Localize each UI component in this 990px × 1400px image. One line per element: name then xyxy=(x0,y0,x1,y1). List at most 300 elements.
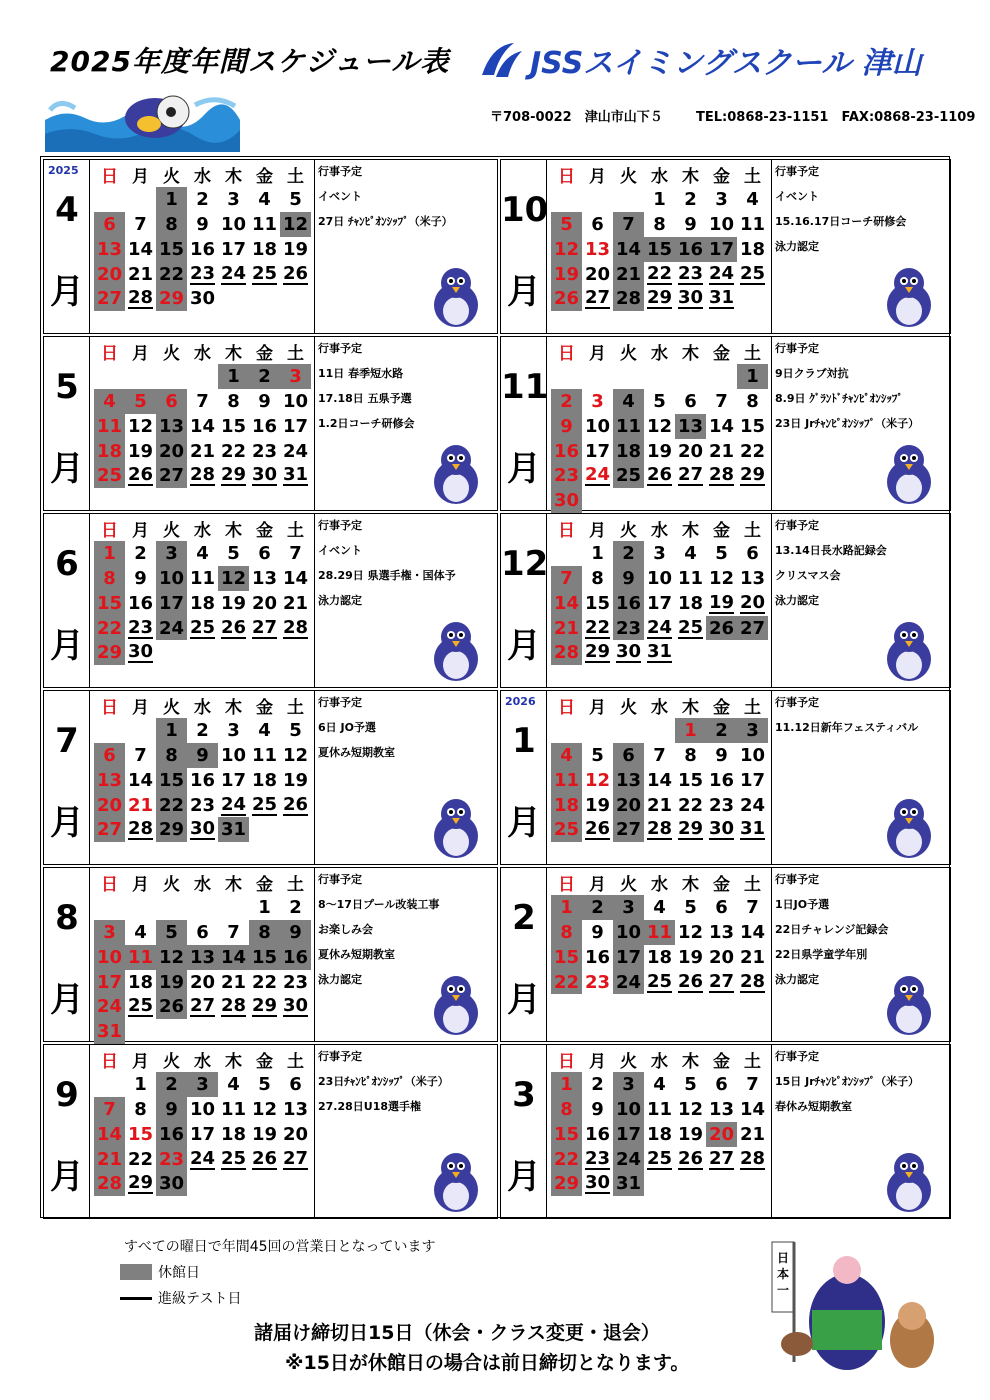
weekday-header: 日 xyxy=(101,1051,118,1072)
day-cell: 16 xyxy=(127,592,154,614)
month-block-9 xyxy=(43,1044,498,1219)
calendar xyxy=(90,514,315,687)
day-cell: 2 xyxy=(551,389,582,414)
day-cell: 26 xyxy=(282,793,309,815)
events-column xyxy=(315,337,497,510)
day-cell: 13 xyxy=(613,768,644,793)
day-cell: 6 xyxy=(746,542,759,564)
weekday-header: 金 xyxy=(256,343,273,364)
day-cell: 19 xyxy=(282,238,309,260)
events-column xyxy=(315,1045,497,1218)
day-cell: 29 xyxy=(251,995,278,1017)
events-header: 行事予定 xyxy=(775,342,819,355)
day-cell: 21 xyxy=(613,262,644,287)
day-cell: 29 xyxy=(127,1172,154,1194)
weekday-header: 月 xyxy=(132,166,149,187)
day-cell: 9 xyxy=(280,920,311,945)
day-cell: 27 xyxy=(94,817,125,842)
weekday-header: 月 xyxy=(132,1051,149,1072)
day-cell: 21 xyxy=(551,616,582,641)
weekday-header: 日 xyxy=(101,697,118,718)
month-kanji: 月 xyxy=(50,449,84,489)
day-cell: 2 xyxy=(582,895,613,920)
day-cell: 11 xyxy=(739,213,766,235)
event-item: 27日 ﾁｬﾝﾋﾟｵﾝｼｯﾌﾟ（米子） xyxy=(318,215,453,228)
weekday-header: 水 xyxy=(651,520,668,541)
day-cell: 17 xyxy=(613,945,644,970)
day-cell: 15 xyxy=(584,592,611,614)
day-cell: 29 xyxy=(94,640,125,665)
day-cell: 23 xyxy=(251,440,278,462)
day-cell: 30 xyxy=(189,818,216,840)
weekday-header: 土 xyxy=(744,343,761,364)
day-cell: 8 xyxy=(94,566,125,591)
day-cell: 26 xyxy=(677,970,704,992)
day-cell: 25 xyxy=(739,262,766,284)
day-cell: 30 xyxy=(708,818,735,840)
day-cell: 7 xyxy=(134,744,147,766)
event-item: 泳力認定 xyxy=(775,240,819,253)
school-logo xyxy=(478,38,922,82)
calendar xyxy=(90,160,315,333)
weekday-header: 日 xyxy=(101,166,118,187)
day-cell: 21 xyxy=(127,794,154,816)
day-cell: 22 xyxy=(127,1148,154,1170)
day-cell: 13 xyxy=(584,238,611,260)
day-cell: 22 xyxy=(220,440,247,462)
day-cell: 28 xyxy=(613,286,644,311)
event-item: 1日JO予選 xyxy=(775,898,830,911)
day-cell: 16 xyxy=(551,439,582,464)
day-cell: 27 xyxy=(94,286,125,311)
day-cell: 11 xyxy=(251,744,278,766)
day-cell: 28 xyxy=(127,818,154,840)
day-cell: 29 xyxy=(646,287,673,309)
day-cell: 10 xyxy=(613,1097,644,1122)
penguin-mascot-illustration xyxy=(421,1148,491,1214)
address: 〒708-0022 津山市山下５ xyxy=(490,110,663,125)
day-cell: 15 xyxy=(156,237,187,262)
day-cell: 31 xyxy=(613,1171,644,1196)
month-number: 8 xyxy=(55,898,79,938)
day-cell: 16 xyxy=(584,946,611,968)
event-item: 22日県学童学年別 xyxy=(775,948,868,961)
day-cell: 24 xyxy=(189,1147,216,1169)
event-item: 11.12日新年フェスティバル xyxy=(775,721,919,734)
calendar xyxy=(547,514,772,687)
weekday-header: 金 xyxy=(256,874,273,895)
day-cell: 17 xyxy=(156,591,187,616)
events-header: 行事予定 xyxy=(775,165,819,178)
event-item: 27.28日U18選手権 xyxy=(318,1100,422,1113)
weekday-header: 月 xyxy=(589,520,606,541)
day-cell: 23 xyxy=(189,794,216,816)
day-cell: 14 xyxy=(94,1122,125,1147)
weekday-header: 月 xyxy=(589,874,606,895)
penguin-mascot-illustration xyxy=(874,617,944,683)
day-cell: 18 xyxy=(739,238,766,260)
day-cell: 10 xyxy=(156,566,187,591)
day-cell: 5 xyxy=(289,188,302,210)
day-cell: 18 xyxy=(251,238,278,260)
month-label xyxy=(44,337,90,510)
day-cell: 26 xyxy=(551,286,582,311)
day-cell: 28 xyxy=(551,640,582,665)
empty-cell xyxy=(156,364,187,389)
events-column xyxy=(315,514,497,687)
weekday-header: 水 xyxy=(651,343,668,364)
day-cell: 13 xyxy=(156,414,187,439)
day-cell: 15 xyxy=(249,945,280,970)
month-block-1 xyxy=(500,690,951,865)
weekday-header: 水 xyxy=(194,697,211,718)
day-cell: 12 xyxy=(282,744,309,766)
day-cell: 24 xyxy=(613,1147,644,1172)
month-label xyxy=(501,1045,547,1218)
day-cell: 11 xyxy=(189,567,216,589)
day-cell: 13 xyxy=(708,921,735,943)
events-column xyxy=(772,868,950,1041)
day-cell: 27 xyxy=(613,817,644,842)
day-cell: 13 xyxy=(739,567,766,589)
day-cell: 7 xyxy=(746,1073,759,1095)
day-cell: 25 xyxy=(551,817,582,842)
day-cell: 26 xyxy=(251,1147,278,1169)
day-cell: 16 xyxy=(675,237,706,262)
day-cell: 14 xyxy=(739,921,766,943)
day-cell: 6 xyxy=(156,389,187,414)
day-cell: 27 xyxy=(251,616,278,638)
day-cell: 15 xyxy=(677,769,704,791)
day-cell: 25 xyxy=(127,995,154,1017)
day-cell: 5 xyxy=(227,542,240,564)
day-cell: 17 xyxy=(739,769,766,791)
day-cell: 29 xyxy=(220,464,247,486)
weekday-header: 土 xyxy=(744,166,761,187)
day-cell: 5 xyxy=(258,1073,271,1095)
empty-cell xyxy=(644,364,675,389)
day-cell: 16 xyxy=(189,769,216,791)
empty-cell xyxy=(218,895,249,920)
day-cell: 8 xyxy=(591,567,604,589)
day-cell: 11 xyxy=(551,768,582,793)
penguin-mascot-illustration xyxy=(421,617,491,683)
day-cell: 21 xyxy=(127,263,154,285)
event-item: 9日クラブ対抗 xyxy=(775,367,849,380)
day-cell: 6 xyxy=(258,542,271,564)
day-cell: 6 xyxy=(613,743,644,768)
calendar xyxy=(90,868,315,1041)
day-cell: 29 xyxy=(677,818,704,840)
weekday-header: 木 xyxy=(225,343,242,364)
weekday-header: 金 xyxy=(256,520,273,541)
deadline-note: ※15日が休館日の場合は前日締切となります。 xyxy=(285,1352,690,1374)
day-cell: 28 xyxy=(646,818,673,840)
svg-text:一: 一 xyxy=(776,1283,790,1297)
day-cell: 18 xyxy=(646,1123,673,1145)
weekday-header: 木 xyxy=(682,166,699,187)
month-label xyxy=(501,337,547,510)
day-cell: 2 xyxy=(196,719,209,741)
day-cell: 4 xyxy=(227,1073,240,1095)
day-cell: 16 xyxy=(189,238,216,260)
day-cell: 19 xyxy=(677,946,704,968)
day-cell: 3 xyxy=(280,364,311,389)
day-cell: 1 xyxy=(737,364,768,389)
day-cell: 2 xyxy=(684,188,697,210)
day-cell: 26 xyxy=(220,616,247,638)
events-header: 行事予定 xyxy=(318,873,362,886)
day-cell: 27 xyxy=(708,970,735,992)
empty-cell xyxy=(156,895,187,920)
legend-test-label: 進級テスト日 xyxy=(158,1291,242,1307)
weekday-header: 土 xyxy=(287,874,304,895)
event-item: お楽しみ会 xyxy=(318,923,373,936)
day-cell: 19 xyxy=(708,591,735,613)
weekday-header: 木 xyxy=(682,874,699,895)
day-cell: 27 xyxy=(282,1147,309,1169)
event-item: 泳力認定 xyxy=(318,594,362,607)
empty-cell xyxy=(582,187,613,212)
day-cell: 28 xyxy=(94,1171,125,1196)
day-cell: 9 xyxy=(258,390,271,412)
day-cell: 8 xyxy=(249,920,280,945)
school-name: JSSスイミングスクール 津山 xyxy=(530,46,922,81)
weekday-header: 木 xyxy=(682,697,699,718)
day-cell: 24 xyxy=(220,262,247,284)
month-block-7 xyxy=(43,690,498,865)
day-cell: 28 xyxy=(127,287,154,309)
day-cell: 13 xyxy=(708,1098,735,1120)
day-cell: 7 xyxy=(746,896,759,918)
weekday-header: 水 xyxy=(194,874,211,895)
day-cell: 27 xyxy=(737,616,768,641)
day-cell: 26 xyxy=(282,262,309,284)
day-cell: 20 xyxy=(251,592,278,614)
month-kanji: 月 xyxy=(50,1157,84,1197)
day-cell: 20 xyxy=(156,439,187,464)
weekday-header: 金 xyxy=(256,1051,273,1072)
month-block-6 xyxy=(43,513,498,688)
events-column xyxy=(772,1045,950,1218)
day-cell: 1 xyxy=(156,718,187,743)
day-cell: 5 xyxy=(653,390,666,412)
day-cell: 5 xyxy=(125,389,156,414)
day-cell: 23 xyxy=(551,463,582,488)
day-cell: 23 xyxy=(127,616,154,638)
day-cell: 21 xyxy=(189,440,216,462)
day-cell: 20 xyxy=(94,793,125,818)
empty-cell xyxy=(551,541,582,566)
day-cell: 15 xyxy=(551,945,582,970)
day-cell: 14 xyxy=(646,769,673,791)
day-cell: 16 xyxy=(156,1122,187,1147)
weekday-header: 土 xyxy=(744,874,761,895)
day-cell: 30 xyxy=(282,995,309,1017)
month-number: 12 xyxy=(501,544,549,584)
day-cell: 8 xyxy=(227,390,240,412)
event-item: クリスマス会 xyxy=(775,569,841,582)
day-cell: 9 xyxy=(715,744,728,766)
month-kanji: 月 xyxy=(507,980,541,1020)
day-cell: 5 xyxy=(715,542,728,564)
day-cell: 9 xyxy=(591,921,604,943)
page-title: 2025年度年間スケジュール表 xyxy=(50,45,450,78)
day-cell: 7 xyxy=(289,542,302,564)
weekday-header: 水 xyxy=(651,1051,668,1072)
month-kanji: 月 xyxy=(50,272,84,312)
day-cell: 5 xyxy=(591,744,604,766)
day-cell: 7 xyxy=(653,744,666,766)
weekday-header: 金 xyxy=(256,697,273,718)
weekday-header: 日 xyxy=(101,520,118,541)
events-column xyxy=(772,337,950,510)
empty-cell xyxy=(94,187,125,212)
calendar xyxy=(547,1045,772,1218)
jss-logo-icon xyxy=(478,39,524,81)
day-cell: 5 xyxy=(289,719,302,741)
penguin-mascot-illustration xyxy=(421,440,491,506)
day-cell: 20 xyxy=(282,1123,309,1145)
day-cell: 27 xyxy=(708,1147,735,1169)
empty-cell xyxy=(187,895,218,920)
weekday-header: 日 xyxy=(558,166,575,187)
day-cell: 3 xyxy=(737,718,768,743)
day-cell: 19 xyxy=(282,769,309,791)
day-cell: 10 xyxy=(646,567,673,589)
penguin-mascot-illustration xyxy=(874,440,944,506)
day-cell: 24 xyxy=(282,440,309,462)
month-number: 4 xyxy=(55,190,79,230)
day-cell: 4 xyxy=(196,542,209,564)
event-item: イベント xyxy=(775,190,819,203)
weekday-header: 日 xyxy=(101,343,118,364)
day-cell: 22 xyxy=(156,793,187,818)
month-label xyxy=(44,160,90,333)
day-cell: 20 xyxy=(706,1122,737,1147)
day-cell: 8 xyxy=(653,213,666,235)
month-kanji: 月 xyxy=(507,449,541,489)
weekday-header: 土 xyxy=(287,520,304,541)
day-cell: 26 xyxy=(677,1147,704,1169)
day-cell: 18 xyxy=(677,592,704,614)
day-cell: 17 xyxy=(282,415,309,437)
day-cell: 4 xyxy=(653,1073,666,1095)
legend xyxy=(120,1236,436,1308)
day-cell: 4 xyxy=(134,921,147,943)
events-header: 行事予定 xyxy=(775,873,819,886)
day-cell: 14 xyxy=(708,415,735,437)
month-kanji: 月 xyxy=(50,980,84,1020)
day-cell: 29 xyxy=(156,817,187,842)
empty-cell xyxy=(675,364,706,389)
day-cell: 22 xyxy=(584,616,611,638)
day-cell: 12 xyxy=(708,567,735,589)
weekday-header: 木 xyxy=(682,520,699,541)
day-cell: 4 xyxy=(613,389,644,414)
day-cell: 24 xyxy=(156,616,187,641)
day-cell: 10 xyxy=(220,213,247,235)
day-cell: 3 xyxy=(156,541,187,566)
day-cell: 10 xyxy=(282,390,309,412)
day-cell: 10 xyxy=(584,415,611,437)
day-cell: 14 xyxy=(218,945,249,970)
month-number: 3 xyxy=(512,1075,536,1115)
day-cell: 28 xyxy=(220,995,247,1017)
event-item: 11日 春季短水路 xyxy=(318,367,404,380)
day-cell: 13 xyxy=(187,945,218,970)
day-cell: 3 xyxy=(715,188,728,210)
day-cell: 4 xyxy=(653,896,666,918)
day-cell: 10 xyxy=(708,213,735,235)
day-cell: 30 xyxy=(551,488,582,513)
calendar xyxy=(547,691,772,864)
day-cell: 22 xyxy=(156,262,187,287)
day-cell: 14 xyxy=(282,567,309,589)
day-cell: 7 xyxy=(715,390,728,412)
day-cell: 2 xyxy=(249,364,280,389)
day-cell: 29 xyxy=(584,641,611,663)
day-cell: 3 xyxy=(187,1072,218,1097)
day-cell: 1 xyxy=(551,1072,582,1097)
weekday-header: 月 xyxy=(132,520,149,541)
month-block-12 xyxy=(500,513,951,688)
event-item: 8～17日プール改装工事 xyxy=(318,898,440,911)
empty-cell xyxy=(125,364,156,389)
day-cell: 5 xyxy=(551,212,582,237)
legend-note: すべての曜日で年間45回の営業日となっています xyxy=(124,1239,436,1255)
day-cell: 14 xyxy=(127,769,154,791)
weekday-header: 木 xyxy=(225,520,242,541)
month-kanji: 月 xyxy=(507,626,541,666)
month-label xyxy=(44,868,90,1041)
empty-cell xyxy=(551,718,582,743)
day-cell: 7 xyxy=(227,921,240,943)
month-number: 6 xyxy=(55,544,79,584)
weekday-header: 月 xyxy=(589,1051,606,1072)
day-cell: 12 xyxy=(646,415,673,437)
weekday-header: 土 xyxy=(744,697,761,718)
day-cell: 3 xyxy=(227,719,240,741)
day-cell: 15 xyxy=(220,415,247,437)
weekday-header: 日 xyxy=(558,1051,575,1072)
weekday-header: 日 xyxy=(558,874,575,895)
day-cell: 30 xyxy=(584,1172,611,1194)
day-cell: 14 xyxy=(127,238,154,260)
day-cell: 25 xyxy=(251,793,278,815)
day-cell: 7 xyxy=(551,566,582,591)
day-cell: 14 xyxy=(189,415,216,437)
day-cell: 12 xyxy=(551,237,582,262)
day-cell: 28 xyxy=(189,464,216,486)
day-cell: 10 xyxy=(739,744,766,766)
weekday-header: 火 xyxy=(163,520,180,541)
day-cell: 29 xyxy=(739,464,766,486)
day-cell: 27 xyxy=(677,464,704,486)
weekday-header: 木 xyxy=(225,166,242,187)
day-cell: 21 xyxy=(220,971,247,993)
weekday-header: 日 xyxy=(558,520,575,541)
day-cell: 1 xyxy=(134,1073,147,1095)
day-cell: 7 xyxy=(134,213,147,235)
event-item: 泳力認定 xyxy=(775,973,819,986)
day-cell: 17 xyxy=(646,592,673,614)
day-cell: 30 xyxy=(156,1171,187,1196)
events-header: 行事予定 xyxy=(775,696,819,709)
event-item: 泳力認定 xyxy=(318,973,362,986)
weekday-header: 水 xyxy=(651,166,668,187)
day-cell: 23 xyxy=(613,616,644,641)
